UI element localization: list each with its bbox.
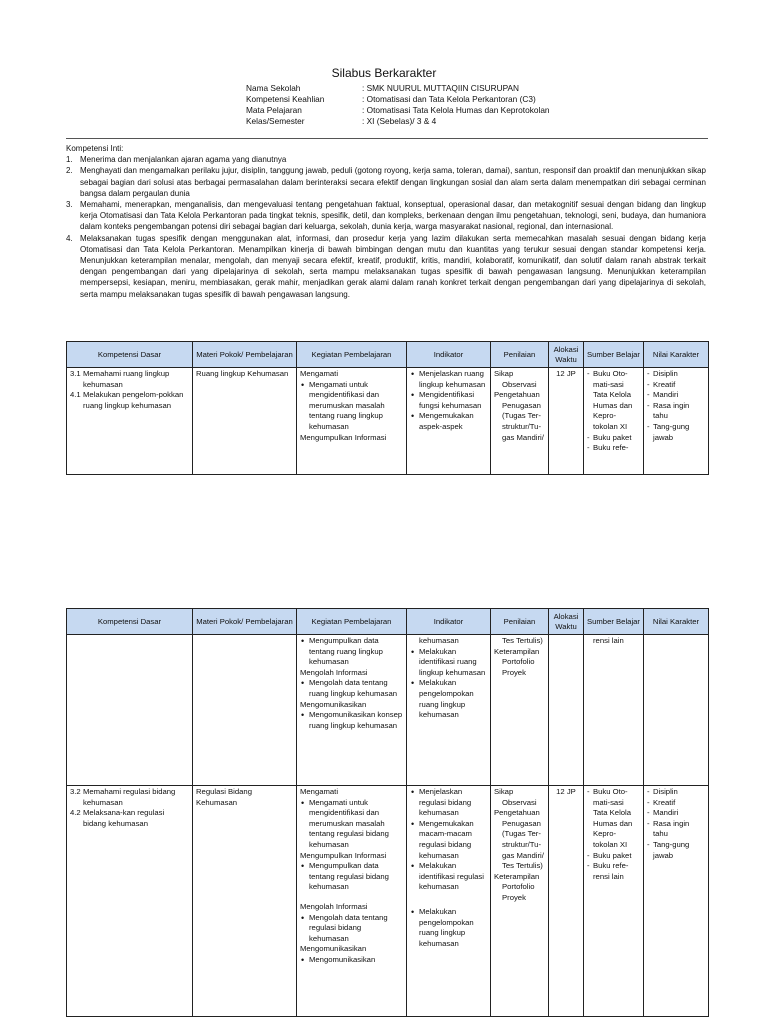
cell-materi [193, 635, 297, 786]
sumber-item: - Buku paket [587, 851, 640, 862]
penilaian-item: Sikap [494, 787, 514, 796]
item-text: Melaksanakan tugas spesifik dengan menggunakan alat, informasi, dan prosedur kerja yang lazim dilakukan serta memecahkan masalah sesuai dengan bidang kerja Otomatisasi dan Tata Kelola Perkantoran. Menampilkan kinerja di bawah bimbingan dengan mutu dan kuantitas yang terukur sesuai dengan standar kompetensi kerja. Menunjukkan keterampilan menalar, mengolah, dan menyaji secara efektif, kreatif, produktif, kritis, mandiri, kolaboratif, komunikatif, dan solutif dalam ranah abstrak terkait dengan pengembangan dari yang dipelajarinya di sekolah, serta mampu melaksanakan tugas spesifik di bawah pengawasan langsung. Menunjukkan keterampilan mempersepsi, kesiapan, meniru, membiasakan, gerak mahir, menjadikan gerak alami dalam ranah konkret terkait dengan pengembangan dari yang dipelajarinya di sekolah, serta mampu melaksanakan tugas spesifik di bawah pengawasan langsung. [80, 233, 706, 299]
kegiatan-heading: Mengolah Informasi [300, 667, 368, 677]
karakter-item: - Tang-gung jawab [647, 422, 705, 443]
penilaian-item: Penugasan (Tugas Ter-struktur/Tu-gas Mandiri/ [502, 400, 544, 442]
sumber-item: - Buku refe- [587, 443, 640, 454]
kd-number: 4.2 [70, 808, 81, 818]
header-indikator: Indikator [407, 342, 491, 368]
header-kompetensi-dasar: Kompetensi Dasar [67, 609, 193, 635]
kegiatan-item: • Mengumpulkan data tentang regulasi bidang kehumasan [300, 861, 403, 893]
penilaian-item: Keterampilan [494, 871, 540, 881]
cell-alokasi: 12 JP [549, 368, 584, 475]
header-karakter: Nilai Karakter [644, 609, 709, 635]
indikator-item: • Melakukan pengelompokan ruang lingkup kehumasan [410, 907, 487, 949]
header-alokasi: Alokasi Waktu [549, 609, 584, 635]
kegiatan-item: • Mengamati untuk mengidentifikasi dan merumuskan masalah tentang regulasi bidang kehumasan [300, 798, 403, 851]
kd-text: Memahami regulasi bidang kehumasan [83, 787, 176, 807]
identity-row [246, 105, 550, 116]
penilaian-item: Pengetahuan [494, 390, 540, 400]
identity-block [246, 83, 550, 127]
kd-text: Melakukan pengelom-pokkan ruang lingkup kehumasan [83, 390, 184, 410]
cell-kegiatan [297, 786, 407, 1017]
penilaian-item: Tes Tertulis) [502, 636, 543, 645]
kegiatan-heading: Mengamati [300, 369, 339, 378]
header-sumber: Sumber Belajar [584, 609, 644, 635]
kegiatan-heading: Mengomunikasikan [300, 699, 367, 709]
cell-alokasi: 12 JP [549, 786, 584, 1017]
indikator-item: • Menjelaskan regulasi bidang kehumasan [410, 787, 487, 819]
cell-karakter [644, 635, 709, 786]
identity-value: : Otomatisasi Tata Kelola Humas dan Keprotokolan [362, 105, 550, 115]
identity-row [246, 94, 550, 105]
kegiatan-heading: Mengolah Informasi [300, 901, 368, 911]
sumber-item: - Buku Oto-mati-sasi Tata Kelola Humas dan Kepro-tokolan XI [587, 787, 640, 851]
penilaian-item: Observasi [502, 797, 537, 807]
cell-indikator [407, 368, 491, 475]
header-kegiatan: Kegiatan Pembelajaran [297, 342, 407, 368]
cell-penilaian [491, 368, 549, 475]
cell-alokasi [549, 635, 584, 786]
header-penilaian: Penilaian [491, 609, 549, 635]
cell-penilaian [491, 635, 549, 786]
kd-text: Memahami ruang lingkup kehumasan [83, 369, 170, 389]
cell-karakter [644, 368, 709, 475]
karakter-item: - Kreatif [647, 380, 705, 391]
kegiatan-heading: Mengumpulkan Informasi [300, 432, 387, 442]
item-text: Menghayati dan mengamalkan perilaku jujur, disiplin, tanggung jawab, peduli (gotong royong, kerja sama, toleran, damai), santun, responsif dan proaktif dan menunjukkan sikap sebagai bagian dari solusi atas berbagai permasalahan dalam berinteraksi secara efektif dengan lingkungan sosial dan alam serta dalam menempatkan diri sebagai cerminan bangsa dalam pergaulan dunia [80, 166, 706, 198]
table-row [67, 635, 709, 786]
document-title: Silabus Berkarakter [331, 66, 437, 80]
indikator-item: • Menjelaskan ruang lingkup kehumasan [410, 369, 487, 390]
kegiatan-item: • Mengolah data tentang regulasi bidang kehumasan [300, 913, 403, 945]
identity-row [246, 116, 550, 127]
cell-materi: Regulasi Bidang Kehumasan [193, 786, 297, 1017]
table-header-row [67, 609, 709, 635]
header-materi: Materi Pokok/ Pembelajaran [193, 342, 297, 368]
indikator-item: • Melakukan pengelompokan ruang lingkup kehumasan [410, 678, 487, 720]
indikator-item: • Mengemukakan aspek-aspek [410, 411, 487, 432]
penilaian-item: Proyek [502, 667, 526, 677]
penilaian-item: Proyek [502, 892, 526, 902]
cell-penilaian [491, 786, 549, 1017]
karakter-item: - Disiplin [647, 369, 705, 380]
header-materi: Materi Pokok/ Pembelajaran [193, 609, 297, 635]
penilaian-item: Keterampilan [494, 646, 540, 656]
identity-value: : SMK NUURUL MUTTAQIIN CISURUPAN [362, 83, 520, 93]
item-number: 3. [66, 200, 73, 210]
kegiatan-heading: Mengumpulkan Informasi [300, 850, 387, 860]
sumber-item: - Buku paket [587, 433, 640, 444]
kd-number: 3.1 [70, 369, 81, 378]
penilaian-item: Pengetahuan [494, 808, 540, 818]
cell-kompetensi-dasar [67, 635, 193, 786]
cell-indikator [407, 635, 491, 786]
cell-sumber [584, 786, 644, 1017]
header-penilaian: Penilaian [491, 342, 549, 368]
header-indikator: Indikator [407, 609, 491, 635]
cell-karakter [644, 786, 709, 1017]
header-kegiatan: Kegiatan Pembelajaran [297, 609, 407, 635]
penilaian-item: Penugasan (Tugas Ter-struktur/Tu-gas Mandiri/ Tes Tertulis) [502, 818, 544, 871]
header-karakter: Nilai Karakter [644, 342, 709, 368]
kd-text: Melaksana-kan regulasi bidang kehumasan [83, 808, 165, 828]
karakter-item: - Tang-gung jawab [647, 840, 705, 861]
syllabus-table-2 [66, 608, 709, 1017]
indikator-item: • Mengemukakan macam-macam regulasi bidang kehumasan [410, 819, 487, 861]
indikator-item: • Mengidentifikasi fungsi kehumasan [410, 390, 487, 411]
item-number: 1. [66, 155, 73, 165]
penilaian-item: Portofolio [502, 657, 535, 667]
kegiatan-item: • Mengomunikasikan [300, 955, 403, 966]
sumber-item: - Buku refe-rensi lain [587, 861, 640, 882]
header-sumber: Sumber Belajar [584, 342, 644, 368]
kompetensi-inti-item [66, 165, 706, 199]
divider [66, 138, 708, 139]
kompetensi-inti-item [66, 199, 706, 233]
kegiatan-item: • Mengomunikasikan konsep ruang lingkup kehumasan [300, 710, 403, 731]
table-row [67, 786, 709, 1017]
syllabus-table-1 [66, 341, 709, 475]
item-text: Menerima dan menjalankan ajaran agama yang dianutnya [80, 155, 287, 165]
penilaian-item: Sikap [494, 369, 514, 378]
cell-kompetensi-dasar [67, 786, 193, 1017]
item-number: 2. [66, 166, 73, 176]
kd-number: 3.2 [70, 787, 81, 796]
cell-indikator [407, 786, 491, 1017]
indikator-item: • Melakukan identifikasi regulasi kehumasan [410, 861, 487, 893]
karakter-item: - Kreatif [647, 798, 705, 809]
identity-value: : XI (Sebelas)/ 3 & 4 [362, 116, 437, 126]
karakter-item: - Mandiri [647, 808, 705, 819]
identity-row [246, 83, 550, 94]
kegiatan-heading: Mengomunikasikan [300, 944, 367, 954]
cell-sumber [584, 368, 644, 475]
kd-number: 4.1 [70, 390, 81, 400]
table-row [67, 368, 709, 475]
kompetensi-inti-item [66, 154, 706, 165]
identity-label: Mata Pelajaran [246, 105, 302, 115]
identity-label: Kompetensi Keahlian [246, 94, 325, 104]
sumber-continued: rensi lain [593, 636, 624, 645]
cell-kompetensi-dasar [67, 368, 193, 475]
kegiatan-heading: Mengamati [300, 787, 339, 796]
identity-value: : Otomatisasi dan Tata Kelola Perkantoran (C3) [362, 94, 536, 104]
header-kompetensi-dasar: Kompetensi Dasar [67, 342, 193, 368]
sumber-item: - Buku Oto-mati-sasi Tata Kelola Humas dan Kepro-tokolan XI [587, 369, 640, 433]
cell-sumber [584, 635, 644, 786]
cell-materi: Ruang lingkup Kehumasan [193, 368, 297, 475]
item-text: Memahami, menerapkan, menganalisis, dan mengevaluasi tentang pengetahuan faktual, konseptual, operasional dasar, dan metakognitif sesuai dengan bidang dan lingkup kerja Otomatisasi dan Tata Kelola Perkantoran pada tingkat teknis, spesifik, detil, dan kompleks, berkenaan dengan ilmu pengetahuan, teknologi, seni, budaya, dan humaniora dalam konteks pengembangan potensi diri sebagai bagian dari keluarga, sekolah, dunia kerja, warga masyarakat nasional, regional, dan internasional. [80, 200, 706, 232]
indikator-continued: kehumasan [419, 636, 459, 645]
karakter-item: - Disiplin [647, 787, 705, 798]
kompetensi-inti [66, 143, 706, 300]
karakter-item: - Rasa ingin tahu [647, 401, 705, 422]
cell-kegiatan [297, 635, 407, 786]
karakter-item: - Mandiri [647, 390, 705, 401]
kegiatan-item: • Mengamati untuk mengidentifikasi dan merumuskan masalah tentang ruang lingkup kehumasan [300, 380, 403, 433]
cell-kegiatan [297, 368, 407, 475]
kompetensi-inti-item [66, 233, 706, 300]
penilaian-item: Observasi [502, 379, 537, 389]
kompetensi-inti-heading: Kompetensi Inti: [66, 144, 124, 153]
penilaian-item: Portofolio [502, 882, 535, 892]
table-header-row [67, 342, 709, 368]
kegiatan-item: • Mengolah data tentang ruang lingkup kehumasan [300, 678, 403, 699]
item-number: 4. [66, 233, 73, 243]
header-alokasi: Alokasi Waktu [549, 342, 584, 368]
identity-label: Nama Sekolah [246, 83, 301, 93]
karakter-item: - Rasa ingin tahu [647, 819, 705, 840]
kegiatan-item: • Mengumpulkan data tentang ruang lingkup kehumasan [300, 636, 403, 668]
identity-label: Kelas/Semester [246, 116, 305, 126]
indikator-item: • Melakukan identifikasi ruang lingkup kehumasan [410, 647, 487, 679]
